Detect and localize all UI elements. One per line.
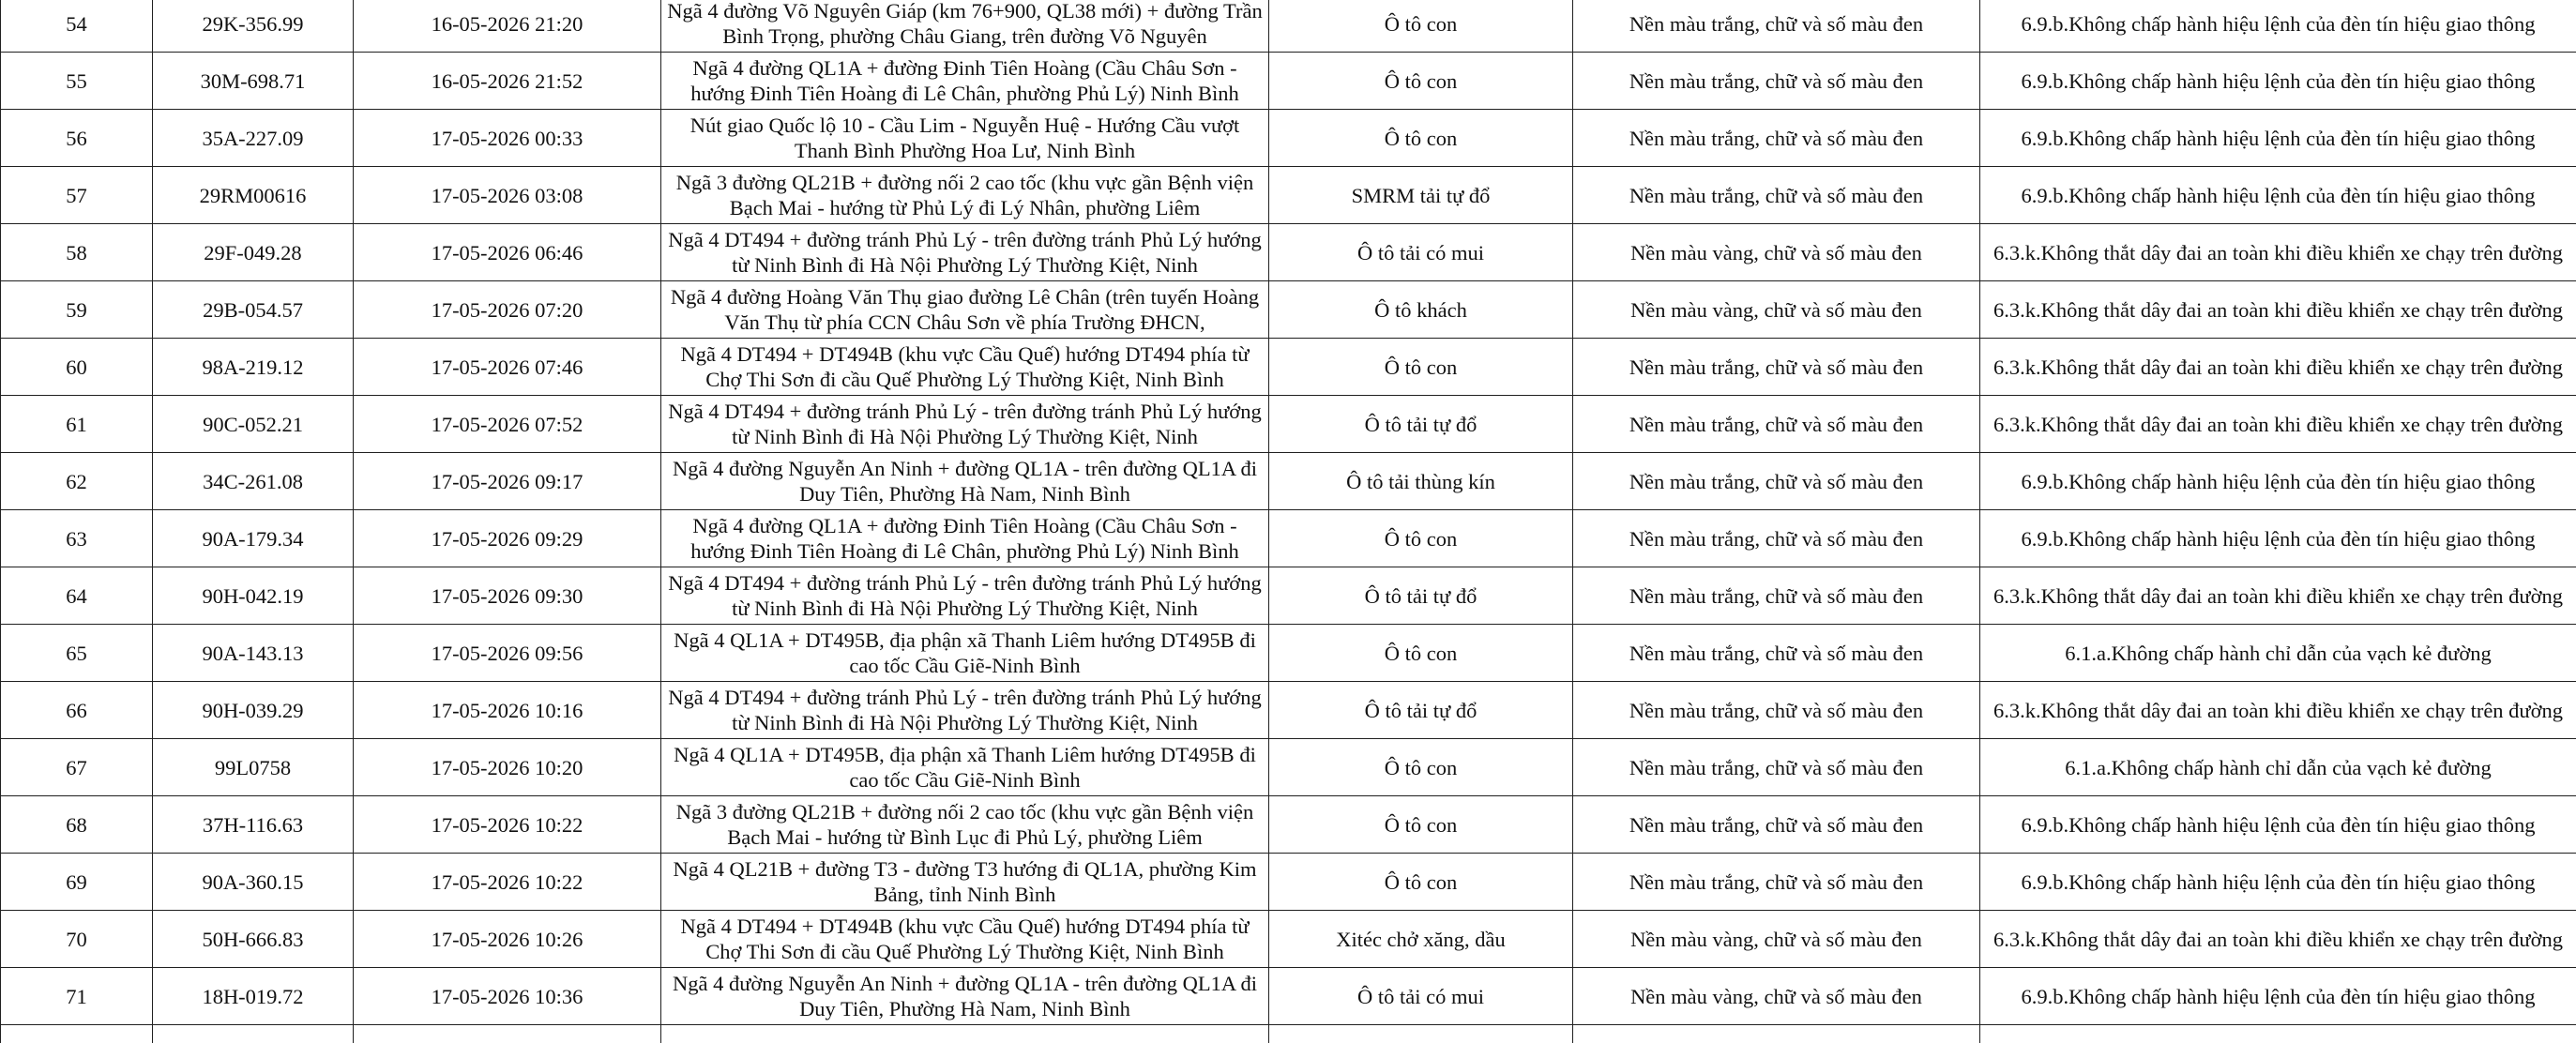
violation-location-cell — [661, 396, 1269, 453]
violation-time-cell — [354, 739, 661, 796]
vehicle-type-cell — [1269, 167, 1573, 224]
plate-color-cell — [1573, 53, 1980, 110]
violation-description-cell — [1980, 739, 2576, 796]
plate-color: Nền màu vàng, chữ và số màu đen — [1630, 297, 1922, 322]
vehicle-type: Ô tô con — [1384, 526, 1458, 551]
violation-description-cell — [1980, 167, 2576, 224]
violation-location: Ngã 3 đường QL21B + đường nối 2 cao tốc (khu vực gần Bệnh viện Bạch Mai - hướng từ Phủ Lý đi Lý Nhân, phường Liêm — [675, 171, 1254, 219]
violation-description-cell — [1980, 53, 2576, 110]
vehicle-type-cell — [1269, 911, 1573, 968]
violation-location: Ngã 4 DT494 + DT494B (khu vực Cầu Quế) hướng DT494 phía từ Chợ Thi Sơn đi cầu Quế Phường Lý Thường Kiệt, Ninh Bình — [680, 342, 1250, 391]
vehicle-type: Ô tô con — [1384, 355, 1458, 379]
plate-color-cell — [1573, 796, 1980, 854]
violation-description: 6.9.b.Không chấp hành hiệu lệnh của đèn tín hiệu giao thông — [2021, 984, 2536, 1008]
violation-description: 6.9.b.Không chấp hành hiệu lệnh của đèn tín hiệu giao thông — [2021, 68, 2536, 93]
vehicle-type: Ô tô con — [1384, 641, 1458, 665]
violation-location-cell — [661, 453, 1269, 510]
plate-color-cell — [1573, 224, 1980, 281]
vehicle-type: Ô tô con — [1384, 755, 1458, 779]
violation-location-cell — [661, 796, 1269, 854]
violation-description: 6.9.b.Không chấp hành hiệu lệnh của đèn tín hiệu giao thông — [2021, 126, 2536, 150]
violation-time: 17-05-2026 09:17 — [431, 469, 583, 493]
violation-description-cell — [1980, 567, 2576, 625]
violation-description: 6.3.k.Không thắt dây đai an toàn khi điều khiển xe chạy trên đường — [1993, 412, 2564, 436]
violation-time: 16-05-2026 21:20 — [431, 11, 583, 36]
plate-color: Nền màu trắng, chữ và số màu đen — [1629, 698, 1924, 722]
table-row — [1, 224, 2576, 281]
violation-time: 17-05-2026 06:46 — [431, 240, 583, 265]
row-number-cell — [1, 224, 153, 281]
violation-description-cell — [1980, 625, 2576, 682]
row-number: 62 — [66, 469, 87, 493]
violation-time: 17-05-2026 09:56 — [431, 641, 583, 665]
row-number: 57 — [66, 183, 87, 207]
table-row — [1, 53, 2576, 110]
violation-description: 6.9.b.Không chấp hành hiệu lệnh của đèn tín hiệu giao thông — [2021, 812, 2536, 837]
plate-color-cell — [1573, 911, 1980, 968]
violation-description-cell — [1980, 911, 2576, 968]
violation-description-cell — [1980, 110, 2576, 167]
violation-description-cell — [1980, 281, 2576, 339]
row-number: 66 — [66, 698, 87, 722]
vehicle-type: Ô tô tải có mui — [1357, 984, 1484, 1008]
license-plate: 30M-698.71 — [200, 68, 306, 93]
table-row — [1, 110, 2576, 167]
plate-color: Nền màu trắng, chữ và số màu đen — [1629, 869, 1924, 894]
violation-time: 16-05-2026 21:52 — [431, 68, 583, 93]
plate-color: Nền màu trắng, chữ và số màu đen — [1629, 355, 1924, 379]
violation-location: Ngã 4 QL21B + đường T3 - đường T3 hướng đi QL1A, phường Kim Bảng, tỉnh Ninh Bình — [673, 857, 1257, 906]
row-number-cell — [1, 281, 153, 339]
violation-location: Ngã 4 đường Nguyễn An Ninh + đường QL1A - trên đường QL1A đi Duy Tiên, Phường Hà Nam, Ninh Bình — [672, 457, 1258, 506]
violation-location-cell — [661, 854, 1269, 911]
plate-color-cell — [1573, 281, 1980, 339]
vehicle-type-cell — [1269, 625, 1573, 682]
plate-color-cell — [1573, 854, 1980, 911]
violation-location: Ngã 4 đường Võ Nguyên Giáp (km 76+900, QL38 mới) + đường Trần Bình Trọng, phường Châu Giang, trên đường Võ Nguyên — [667, 0, 1263, 48]
violation-description-cell — [1980, 396, 2576, 453]
license-plate-cell — [153, 854, 354, 911]
plate-color: Nền màu trắng, chữ và số màu đen — [1629, 68, 1924, 93]
row-number: 54 — [66, 11, 87, 36]
license-plate: 98A-219.12 — [202, 355, 304, 379]
violation-time: 17-05-2026 03:08 — [431, 183, 583, 207]
license-plate: 99L0758 — [214, 755, 292, 779]
violation-time-cell — [354, 510, 661, 567]
violation-description-cell — [1980, 0, 2576, 53]
vehicle-type-cell — [1269, 567, 1573, 625]
row-number: 67 — [66, 755, 87, 779]
plate-color-cell — [1573, 167, 1980, 224]
row-number: 71 — [66, 984, 87, 1008]
violation-description-cell — [1980, 339, 2576, 396]
row-number-cell — [1, 396, 153, 453]
plate-color: Nền màu trắng, chữ và số màu đen — [1629, 526, 1924, 551]
license-plate-cell — [153, 625, 354, 682]
row-number: 68 — [66, 812, 87, 837]
vehicle-type: Ô tô tải có mui — [1357, 240, 1484, 265]
license-plate: 29K-356.99 — [202, 11, 304, 36]
license-plate: 90H-042.19 — [202, 583, 304, 608]
violation-time: 17-05-2026 10:26 — [431, 927, 583, 951]
violation-time: 17-05-2026 09:29 — [431, 526, 583, 551]
plate-color-cell — [1573, 567, 1980, 625]
license-plate: 37H-116.63 — [202, 812, 304, 837]
table-row — [1, 0, 2576, 53]
violation-time-cell — [354, 625, 661, 682]
vehicle-type-cell — [1269, 53, 1573, 110]
violation-description-cell — [1980, 510, 2576, 567]
violation-description-cell — [1980, 224, 2576, 281]
license-plate-cell — [153, 0, 354, 53]
violation-location: Ngã 4 DT494 + đường tránh Phủ Lý - trên đường tránh Phủ Lý hướng từ Ninh Bình đi Hà Nội Phường Lý Thường Kiệt, Ninh — [668, 571, 1262, 620]
violation-location-cell — [661, 281, 1269, 339]
violation-description: 6.9.b.Không chấp hành hiệu lệnh của đèn tín hiệu giao thông — [2021, 11, 2536, 36]
plate-color-cell — [1573, 510, 1980, 567]
vehicle-type: Ô tô con — [1384, 869, 1458, 894]
row-number-cell — [1, 796, 153, 854]
plate-color: Nền màu trắng, chữ và số màu đen — [1629, 641, 1924, 665]
table-row — [1, 911, 2576, 968]
license-plate-cell — [153, 796, 354, 854]
empty-cell — [661, 1025, 1269, 1043]
empty-cell — [1, 1025, 153, 1043]
violation-description: 6.9.b.Không chấp hành hiệu lệnh của đèn tín hiệu giao thông — [2021, 869, 2536, 894]
violation-location-cell — [661, 53, 1269, 110]
empty-cell — [1980, 1025, 2576, 1043]
vehicle-type-cell — [1269, 224, 1573, 281]
empty-cell — [1269, 1025, 1573, 1043]
table-row — [1, 453, 2576, 510]
violation-description: 6.3.k.Không thắt dây đai an toàn khi điều khiển xe chạy trên đường — [1993, 698, 2564, 722]
row-number: 60 — [66, 355, 87, 379]
violation-location-cell — [661, 510, 1269, 567]
plate-color: Nền màu trắng, chữ và số màu đen — [1629, 126, 1924, 150]
violation-time-cell — [354, 567, 661, 625]
violation-description: 6.1.a.Không chấp hành chỉ dẫn của vạch kẻ đường — [2065, 755, 2492, 779]
plate-color: Nền màu trắng, chữ và số màu đen — [1629, 583, 1924, 608]
table-row — [1, 854, 2576, 911]
table-row — [1, 167, 2576, 224]
row-number-cell — [1, 567, 153, 625]
violation-location-cell — [661, 110, 1269, 167]
violation-location-cell — [661, 339, 1269, 396]
violation-location-cell — [661, 224, 1269, 281]
vehicle-type: Xitéc chở xăng, dầu — [1336, 927, 1506, 951]
violation-description: 6.9.b.Không chấp hành hiệu lệnh của đèn tín hiệu giao thông — [2021, 183, 2536, 207]
violation-location: Ngã 4 DT494 + đường tránh Phủ Lý - trên đường tránh Phủ Lý hướng từ Ninh Bình đi Hà Nội Phường Lý Thường Kiệt, Ninh — [668, 400, 1262, 448]
table-row — [1, 281, 2576, 339]
violation-location: Ngã 4 DT494 + DT494B (khu vực Cầu Quế) hướng DT494 phía từ Chợ Thi Sơn đi cầu Quế Phường Lý Thường Kiệt, Ninh Bình — [680, 915, 1250, 963]
violation-time: 17-05-2026 07:52 — [431, 412, 583, 436]
violation-description: 6.3.k.Không thắt dây đai an toàn khi điều khiển xe chạy trên đường — [1993, 240, 2564, 265]
row-number: 61 — [66, 412, 87, 436]
empty-cell — [1573, 1025, 1980, 1043]
table-row — [1, 567, 2576, 625]
vehicle-type-cell — [1269, 510, 1573, 567]
plate-color-cell — [1573, 0, 1980, 53]
vehicle-type-cell — [1269, 339, 1573, 396]
violation-time: 17-05-2026 00:33 — [431, 126, 583, 150]
license-plate: 29B-054.57 — [203, 297, 303, 322]
license-plate: 50H-666.83 — [202, 927, 304, 951]
violation-time: 17-05-2026 07:46 — [431, 355, 583, 379]
plate-color-cell — [1573, 739, 1980, 796]
license-plate: 90C-052.21 — [203, 412, 303, 436]
violation-time-cell — [354, 453, 661, 510]
violation-time: 17-05-2026 10:22 — [431, 869, 583, 894]
license-plate-cell — [153, 396, 354, 453]
violation-location: Ngã 4 QL1A + DT495B, địa phận xã Thanh Liêm hướng DT495B đi cao tốc Cầu Giẽ-Ninh Bình — [674, 628, 1256, 677]
plate-color: Nền màu trắng, chữ và số màu đen — [1629, 469, 1924, 493]
plate-color-cell — [1573, 453, 1980, 510]
plate-color: Nền màu vàng, chữ và số màu đen — [1630, 984, 1922, 1008]
row-number: 69 — [66, 869, 87, 894]
license-plate-cell — [153, 53, 354, 110]
vehicle-type: Ô tô khách — [1374, 297, 1467, 322]
plate-color: Nền màu vàng, chữ và số màu đen — [1630, 927, 1922, 951]
violation-time-cell — [354, 0, 661, 53]
violation-time: 17-05-2026 10:22 — [431, 812, 583, 837]
vehicle-type: Ô tô con — [1384, 812, 1458, 837]
row-number: 56 — [66, 126, 87, 150]
row-number-cell — [1, 0, 153, 53]
row-number-cell — [1, 339, 153, 396]
row-number-cell — [1, 453, 153, 510]
violation-location: Ngã 4 QL1A + DT495B, địa phận xã Thanh Liêm hướng DT495B đi cao tốc Cầu Giẽ-Ninh Bình — [674, 743, 1256, 792]
row-number-cell — [1, 739, 153, 796]
table-row — [1, 510, 2576, 567]
row-number-cell — [1, 110, 153, 167]
violation-time-cell — [354, 224, 661, 281]
violation-location: Ngã 3 đường QL21B + đường nối 2 cao tốc (khu vực gần Bệnh viện Bạch Mai - hướng từ Bình Lục đi Phủ Lý, phường Liêm — [675, 800, 1254, 849]
vehicle-type-cell — [1269, 281, 1573, 339]
violation-location-cell — [661, 682, 1269, 739]
violation-location-cell — [661, 567, 1269, 625]
violation-location-cell — [661, 739, 1269, 796]
violation-time-cell — [354, 854, 661, 911]
violation-time-cell — [354, 796, 661, 854]
vehicle-type-cell — [1269, 682, 1573, 739]
row-number: 63 — [66, 526, 87, 551]
row-number: 59 — [66, 297, 87, 322]
violation-time: 17-05-2026 10:20 — [431, 755, 583, 779]
license-plate-cell — [153, 567, 354, 625]
row-number: 64 — [66, 583, 87, 608]
license-plate: 34C-261.08 — [203, 469, 303, 493]
license-plate: 90A-179.34 — [202, 526, 304, 551]
license-plate: 90H-039.29 — [202, 698, 304, 722]
empty-cell — [153, 1025, 354, 1043]
table-row — [1, 739, 2576, 796]
violation-time-cell — [354, 167, 661, 224]
plate-color: Nền màu trắng, chữ và số màu đen — [1629, 812, 1924, 837]
license-plate-cell — [153, 453, 354, 510]
row-number: 58 — [66, 240, 87, 265]
plate-color: Nền màu trắng, chữ và số màu đen — [1629, 755, 1924, 779]
row-number: 55 — [66, 68, 87, 93]
violation-location-cell — [661, 625, 1269, 682]
plate-color-cell — [1573, 110, 1980, 167]
violation-time-cell — [354, 682, 661, 739]
vehicle-type-cell — [1269, 396, 1573, 453]
vehicle-type: Ô tô con — [1384, 11, 1458, 36]
vehicle-type: Ô tô con — [1384, 68, 1458, 93]
violation-time-cell — [354, 110, 661, 167]
plate-color: Nền màu vàng, chữ và số màu đen — [1630, 240, 1922, 265]
row-number-cell — [1, 968, 153, 1025]
license-plate-cell — [153, 682, 354, 739]
plate-color-cell — [1573, 396, 1980, 453]
row-number-cell — [1, 682, 153, 739]
vehicle-type-cell — [1269, 968, 1573, 1025]
violation-time-cell — [354, 339, 661, 396]
violation-time-cell — [354, 396, 661, 453]
vehicle-type-cell — [1269, 453, 1573, 510]
row-number-cell — [1, 625, 153, 682]
violation-time: 17-05-2026 10:16 — [431, 698, 583, 722]
vehicle-type-cell — [1269, 0, 1573, 53]
license-plate-cell — [153, 110, 354, 167]
table-row — [1, 625, 2576, 682]
row-number-cell — [1, 510, 153, 567]
violation-time-cell — [354, 53, 661, 110]
license-plate: 35A-227.09 — [202, 126, 304, 150]
row-number-cell — [1, 167, 153, 224]
violation-description: 6.1.a.Không chấp hành chỉ dẫn của vạch kẻ đường — [2065, 641, 2492, 665]
license-plate: 90A-360.15 — [202, 869, 304, 894]
violation-description: 6.3.k.Không thắt dây đai an toàn khi điều khiển xe chạy trên đường — [1993, 297, 2564, 322]
violation-location: Ngã 4 đường Hoàng Văn Thụ giao đường Lê Chân (trên tuyến Hoàng Văn Thụ từ phía CCN Châu Sơn về phía Trường ĐHCN, — [670, 285, 1260, 334]
violation-location-cell — [661, 0, 1269, 53]
license-plate: 90A-143.13 — [202, 641, 304, 665]
license-plate-cell — [153, 968, 354, 1025]
row-number-cell — [1, 911, 153, 968]
table-row — [1, 796, 2576, 854]
vehicle-type: Ô tô tải thùng kín — [1346, 469, 1495, 493]
plate-color-cell — [1573, 968, 1980, 1025]
license-plate: 29F-049.28 — [204, 240, 302, 265]
violation-description-cell — [1980, 796, 2576, 854]
license-plate-cell — [153, 739, 354, 796]
vehicle-type: Ô tô tải tự đổ — [1364, 583, 1477, 608]
violation-time: 17-05-2026 10:36 — [431, 984, 583, 1008]
violation-description-cell — [1980, 453, 2576, 510]
violation-time: 17-05-2026 07:20 — [431, 297, 583, 322]
violation-location-cell — [661, 911, 1269, 968]
table-row — [1, 339, 2576, 396]
violation-description: 6.9.b.Không chấp hành hiệu lệnh của đèn tín hiệu giao thông — [2021, 469, 2536, 493]
vehicle-type: SMRM tải tự đổ — [1351, 183, 1491, 207]
violation-description: 6.3.k.Không thắt dây đai an toàn khi điều khiển xe chạy trên đường — [1993, 927, 2564, 951]
license-plate-cell — [153, 911, 354, 968]
row-number: 65 — [66, 641, 87, 665]
violation-description: 6.9.b.Không chấp hành hiệu lệnh của đèn tín hiệu giao thông — [2021, 526, 2536, 551]
violation-description-cell — [1980, 682, 2576, 739]
violation-description-cell — [1980, 968, 2576, 1025]
plate-color-cell — [1573, 682, 1980, 739]
violation-time-cell — [354, 968, 661, 1025]
table-row — [1, 682, 2576, 739]
license-plate-cell — [153, 281, 354, 339]
violation-description: 6.3.k.Không thắt dây đai an toàn khi điều khiển xe chạy trên đường — [1993, 355, 2564, 379]
plate-color: Nền màu trắng, chữ và số màu đen — [1629, 412, 1924, 436]
license-plate-cell — [153, 339, 354, 396]
violation-location: Ngã 4 đường QL1A + đường Đinh Tiên Hoàng (Cầu Châu Sơn - hướng Đinh Tiên Hoàng đi Lê Chân, phường Phủ Lý) Ninh Bình — [690, 56, 1239, 105]
vehicle-type-cell — [1269, 796, 1573, 854]
vehicle-type-cell — [1269, 110, 1573, 167]
license-plate-cell — [153, 167, 354, 224]
license-plate-cell — [153, 224, 354, 281]
violation-time: 17-05-2026 09:30 — [431, 583, 583, 608]
license-plate: 29RM00616 — [199, 183, 307, 207]
violation-location-cell — [661, 968, 1269, 1025]
table-body — [1, 0, 2576, 1043]
row-number-cell — [1, 854, 153, 911]
row-number: 70 — [66, 927, 87, 951]
vehicle-type-cell — [1269, 739, 1573, 796]
vehicle-type: Ô tô tải tự đổ — [1364, 412, 1477, 436]
plate-color: Nền màu trắng, chữ và số màu đen — [1629, 11, 1924, 36]
plate-color-cell — [1573, 339, 1980, 396]
violation-description: 6.3.k.Không thắt dây đai an toàn khi điều khiển xe chạy trên đường — [1993, 583, 2564, 608]
plate-color: Nền màu trắng, chữ và số màu đen — [1629, 183, 1924, 207]
vehicle-type-cell — [1269, 854, 1573, 911]
empty-cell — [354, 1025, 661, 1043]
table-row-partial — [1, 1025, 2576, 1043]
license-plate: 18H-019.72 — [202, 984, 304, 1008]
vehicle-type: Ô tô con — [1384, 126, 1458, 150]
violation-location: Ngã 4 đường Nguyễn An Ninh + đường QL1A - trên đường QL1A đi Duy Tiên, Phường Hà Nam, Ninh Bình — [672, 972, 1258, 1020]
violation-location: Nút giao Quốc lộ 10 - Cầu Lim - Nguyễn Huệ - Hướng Cầu vượt Thanh Bình Phường Hoa Lư, Ninh Bình — [689, 113, 1240, 162]
violation-time-cell — [354, 281, 661, 339]
violation-location: Ngã 4 DT494 + đường tránh Phủ Lý - trên đường tránh Phủ Lý hướng từ Ninh Bình đi Hà Nội Phường Lý Thường Kiệt, Ninh — [668, 228, 1262, 277]
license-plate-cell — [153, 510, 354, 567]
violation-location: Ngã 4 DT494 + đường tránh Phủ Lý - trên đường tránh Phủ Lý hướng từ Ninh Bình đi Hà Nội Phường Lý Thường Kiệt, Ninh — [668, 686, 1262, 734]
violation-location-cell — [661, 167, 1269, 224]
violation-location: Ngã 4 đường QL1A + đường Đinh Tiên Hoàng (Cầu Châu Sơn - hướng Đinh Tiên Hoàng đi Lê Chân, phường Phủ Lý) Ninh Bình — [690, 514, 1239, 563]
table-row — [1, 968, 2576, 1025]
violation-time-cell — [354, 911, 661, 968]
violation-description-cell — [1980, 854, 2576, 911]
table-row — [1, 396, 2576, 453]
vehicle-type: Ô tô tải tự đổ — [1364, 698, 1477, 722]
row-number-cell — [1, 53, 153, 110]
plate-color-cell — [1573, 625, 1980, 682]
